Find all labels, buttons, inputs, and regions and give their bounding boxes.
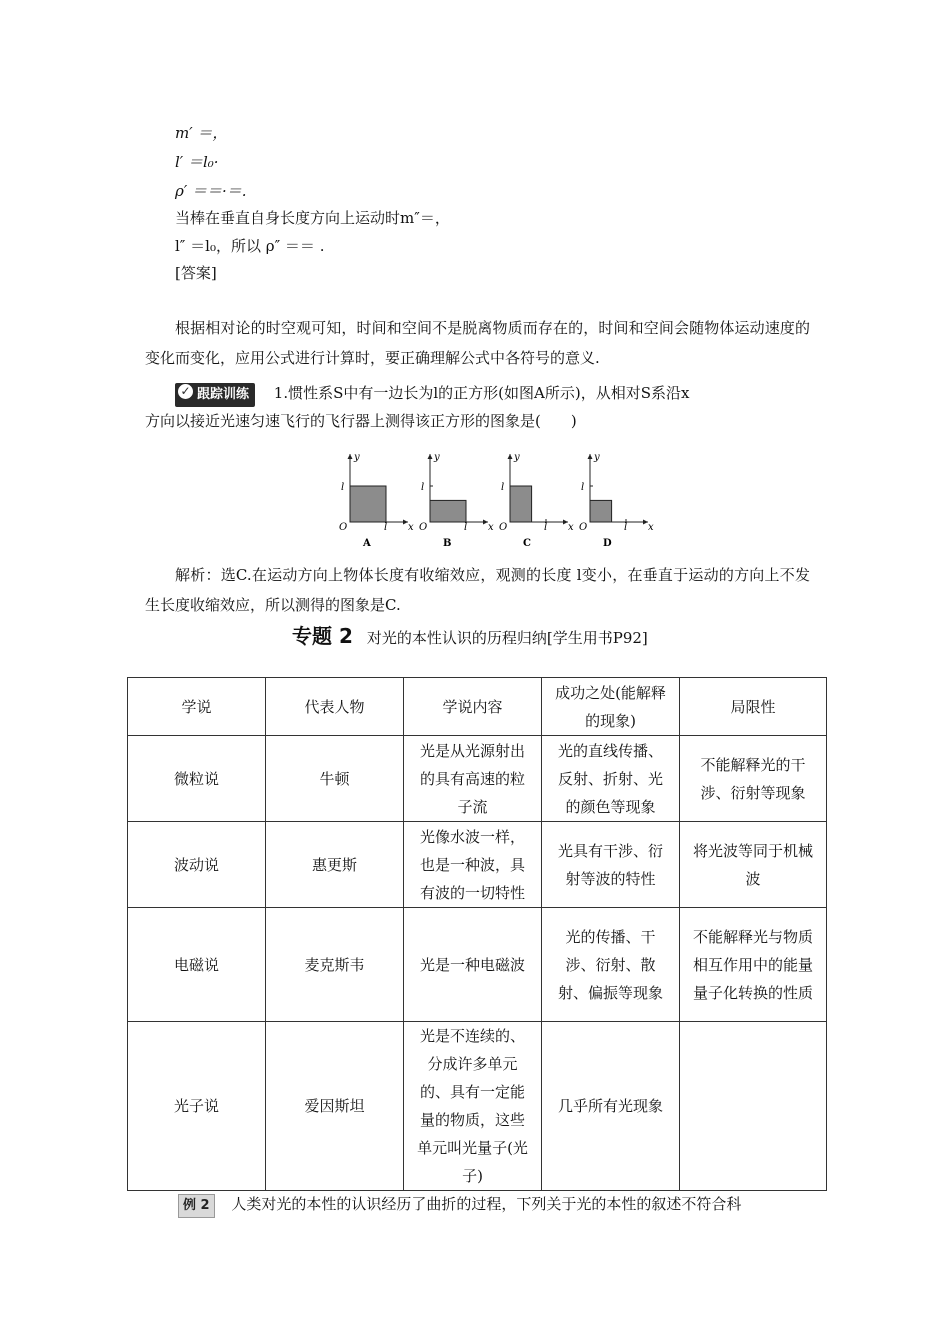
diagram-B-shape — [430, 500, 466, 522]
diagram-A-shape — [350, 486, 386, 522]
diagram-D-origin-label: O — [579, 522, 588, 533]
training-header — [175, 383, 689, 407]
table-cell: 光是不连续的、分成许多单元的、具有一定能量的物质，这些单元叫光量子(光子) — [404, 1022, 542, 1191]
diagram-A-y-label: y — [354, 452, 360, 463]
diagram-B-y-label: y — [434, 452, 440, 463]
square-options-figure — [330, 448, 660, 550]
diagram-B-caption: B — [443, 538, 452, 549]
table-cell: 牛顿 — [266, 736, 404, 822]
table-cell: 爱因斯坦 — [266, 1022, 404, 1191]
formula-density: ρ′ ＝＝·＝. — [175, 182, 247, 200]
table-cell: 微粒说 — [128, 736, 266, 822]
diagram-A-x-label: x — [408, 522, 414, 533]
diagram-A-y-tick-label: l — [341, 482, 345, 493]
header-person: 代表人物 — [266, 678, 404, 736]
table-cell: 光具有干涉、衍射等波的特性 — [542, 822, 680, 908]
diagram-D-x-label: x — [648, 522, 654, 533]
solution-paragraph: 解析：选C.在运动方向上物体长度有收缩效应，观测的长度 l变小，在垂直于运动的方向上不发生长度收缩效应，所以测得的图象是C. — [145, 566, 810, 614]
diagram-A-origin-label: O — [339, 522, 348, 533]
diagram-C-shape — [510, 486, 532, 522]
table-cell — [680, 1022, 827, 1191]
training-badge: ✓ 跟踪训练 — [175, 383, 255, 407]
table-cell: 光子说 — [128, 1022, 266, 1191]
diagram-B-x-tick-label: l — [464, 522, 468, 533]
table-row — [128, 908, 827, 1022]
table-row — [128, 736, 827, 822]
table-row — [128, 1022, 827, 1191]
formula-perpendicular-density: l″ ＝l₀，所以 ρ″ ＝＝ . — [175, 237, 325, 255]
summary-paragraph: 根据相对论的时空观可知，时间和空间不是脱离物质而存在的，时间和空间会随物体运动速度的变化而变化，应用公式进行计算时，要正确理解公式中各符号的意义. — [145, 319, 810, 367]
training-question-line1: 1.惯性系S中有一边长为l的正方形(如图A所示)，从相对S系沿x — [273, 384, 690, 402]
example-text: 人类对光的本性的认识经历了曲折的过程，下列关于光的本性的叙述不符合科 — [231, 1195, 742, 1213]
formula-length: l′ ＝l₀· — [175, 153, 219, 171]
diagram-D-y-label: y — [594, 452, 600, 463]
diagram-B-y-arrow-icon — [428, 454, 433, 459]
header-content: 学说内容 — [404, 678, 542, 736]
diagram-C-caption: C — [523, 538, 531, 549]
header-success: 成功之处(能解释的现象) — [542, 678, 680, 736]
table-header-row — [128, 678, 827, 736]
table-cell: 光的直线传播、反射、折射、光的颜色等现象 — [542, 736, 680, 822]
topic-heading — [292, 622, 648, 652]
table-cell: 不能解释光的干涉、衍射等现象 — [680, 736, 827, 822]
diagram-C-y-tick-label: l — [501, 482, 505, 493]
example-badge: 例 2 — [178, 1194, 215, 1218]
table-cell: 波动说 — [128, 822, 266, 908]
diagram-C-y-label: y — [514, 452, 520, 463]
light-theory-table — [127, 677, 827, 1191]
diagram-D-shape — [590, 500, 612, 522]
topic-title: 对光的本性认识的历程归纳[学生用书P92] — [366, 629, 648, 647]
diagram-D-y-tick-label: l — [581, 482, 585, 493]
training-question-line2: 方向以接近光速匀速飞行的飞行器上测得该正方形的图象是( ) — [145, 412, 577, 430]
table-cell: 光是从光源射出的具有高速的粒子流 — [404, 736, 542, 822]
table-row — [128, 822, 827, 908]
table-cell: 光的传播、干涉、衍射、散射、偏振等现象 — [542, 908, 680, 1022]
answer-label: [答案] — [175, 264, 217, 282]
diagram-D-x-tick-label: l — [624, 522, 628, 533]
table-cell: 电磁说 — [128, 908, 266, 1022]
diagram-A-y-arrow-icon — [348, 454, 353, 459]
diagram-B-x-label: x — [488, 522, 494, 533]
diagram-C-x-label: x — [568, 522, 574, 533]
diagram-D-y-arrow-icon — [588, 454, 593, 459]
header-limitation: 局限性 — [680, 678, 827, 736]
diagram-A-x-tick-label: l — [384, 522, 388, 533]
example-line — [178, 1194, 741, 1218]
topic-number: 专题 2 — [292, 624, 353, 648]
table-cell: 光像水波一样，也是一种波，具有波的一切特性 — [404, 822, 542, 908]
diagram-B-origin-label: O — [419, 522, 428, 533]
diagram-B-y-tick-label: l — [421, 482, 425, 493]
formula-mass: m′ ＝， — [175, 124, 228, 142]
diagram-A-caption: A — [363, 538, 371, 549]
table-cell: 麦克斯韦 — [266, 908, 404, 1022]
header-theory: 学说 — [128, 678, 266, 736]
diagram-D-caption: D — [603, 538, 612, 549]
table-cell: 将光波等同于机械波 — [680, 822, 827, 908]
table-cell: 光是一种电磁波 — [404, 908, 542, 1022]
table-cell: 几乎所有光现象 — [542, 1022, 680, 1191]
diagram-C-y-arrow-icon — [508, 454, 513, 459]
diagram-C-origin-label: O — [499, 522, 508, 533]
check-icon: ✓ — [178, 384, 193, 399]
formula-perpendicular-mass: 当棒在垂直自身长度方向上运动时m″＝， — [175, 209, 450, 227]
table-cell: 不能解释光与物质相互作用中的能量量子化转换的性质 — [680, 908, 827, 1022]
table-cell: 惠更斯 — [266, 822, 404, 908]
diagram-C-x-tick-label: l — [544, 522, 548, 533]
